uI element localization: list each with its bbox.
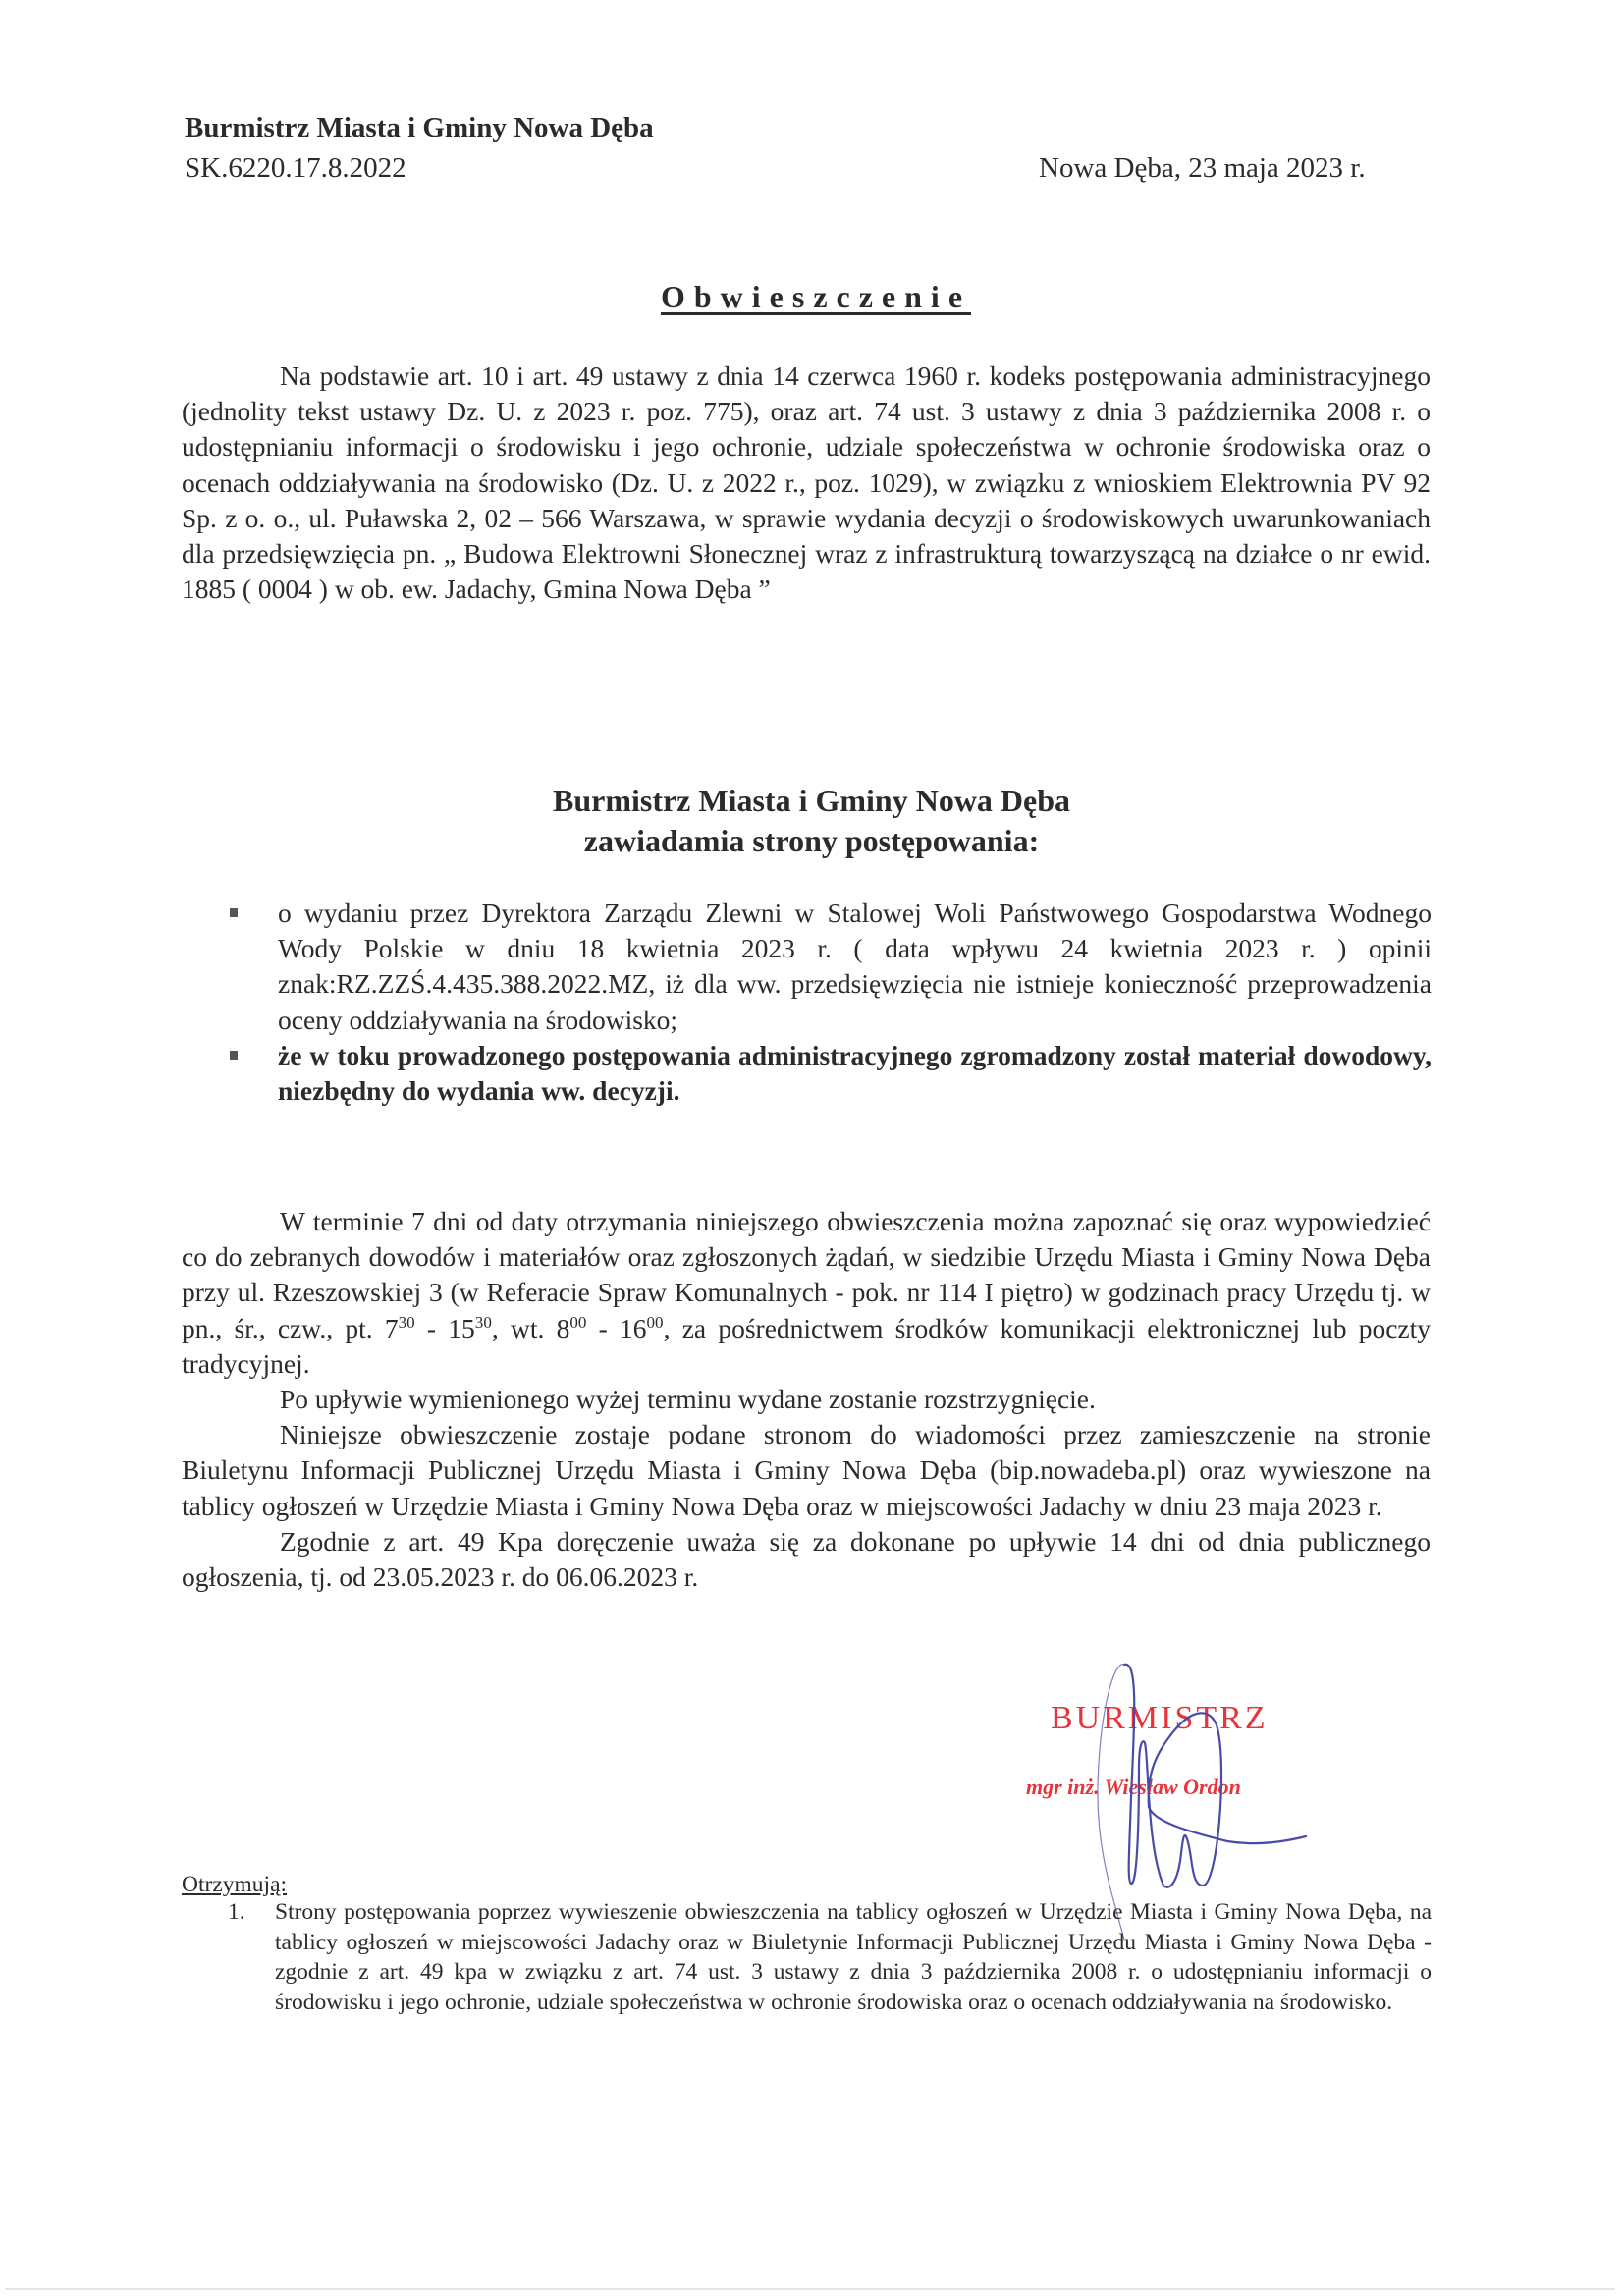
- square-bullet-icon: [230, 1051, 238, 1060]
- delivery-paragraph: Zgodnie z art. 49 Kpa doręczenie uważa się za dokonane po upływie 14 dni od dnia publicznego ogłoszenia, tj. od 23.05.2023 r. do 06.06.2023 r.: [182, 1525, 1431, 1593]
- recipients-label: Otrzymują:: [182, 1872, 288, 1897]
- publication-paragraph: Niniejsze obwieszczenie zostaje podane stronom do wiadomości przez zamieszczenie na stronie Biuletynu Informacji Publicznej Urzędu Miasta i Gminy Nowa Dęba (bip.nowadeba.pl) oraz wywieszone na tablicy ogłoszeń w Urzędzie Miasta i Gminy Nowa Dęba oraz w miejscowości Jadachy w dniu 23 maja 2023 r.: [182, 1419, 1431, 1521]
- list-item: [224, 1038, 1432, 1109]
- notice-heading: [0, 781, 1623, 861]
- notice-heading-authority: Burmistrz Miasta i Gminy Nowa Dęba: [552, 783, 1071, 818]
- recipients-list: [228, 1897, 1432, 2017]
- list-item-text: że w toku prowadzonego postępowania administracyjnego zgromadzony został materiał dowodowy, niezbędny do wydania ww. decyzji.: [278, 1039, 1432, 1107]
- notice-heading-action: zawiadamia strony postępowania:: [583, 823, 1040, 858]
- stamp-title: BURMISTRZ: [1051, 1700, 1269, 1736]
- scan-edge-line: [5, 2288, 1615, 2290]
- square-bullet-icon: [230, 908, 238, 917]
- decision-paragraph: Po upływie wymienionego wyżej terminu wydane zostanie rozstrzygnięcie.: [280, 1384, 1096, 1415]
- terms-paragraph: W terminie 7 dni od daty otrzymania niniejszego obwieszczenia można zapoznać się oraz wypowiedzieć co do zebranych dowodów i materiałów oraz zgłoszonych żądań, w siedzibie Urzędu Miasta i Gminy Nowa Dęba przy ul. Rzeszowskiej 3 (w Referacie Spraw Komunalnych - pok. nr 114 I piętro) w godzinach pracy Urzędu tj. w pn., śr., czw., pt. $7^{30} - 15^{30}$, wt. $8^{00} - 16^{00}$, za pośrednictwem środków komunikacji elektronicznej lub poczty tradycyjnej.: [182, 1206, 1431, 1379]
- notice-list: [224, 896, 1432, 1109]
- document-title: Obwieszczenie: [660, 279, 972, 314]
- case-reference-number: SK.6220.17.8.2022: [185, 152, 406, 184]
- recipient-item: [228, 1897, 1432, 2017]
- issuing-authority: Burmistrz Miasta i Gminy Nowa Dęba: [185, 112, 654, 143]
- stamp-signatory-name: mgr inż. Wiesław Ordon: [1026, 1775, 1241, 1799]
- intro-paragraph: [182, 358, 1431, 607]
- recipient-text: Strony postępowania poprzez wywieszenie obwieszczenia na tablicy ogłoszeń w Urzędzie Miasta i Gminy Nowa Dęba, na tablicy ogłoszeń w miejscowości Jadachy oraz w Biuletynie Informacji Publicznej Urzędu Miasta i Gminy Nowa Dęba - zgodnie z art. 49 kpa w związku z art. 74 ust. 3 ustawy z dnia 3 października 2008 r. o udostępnianiu informacji o środowisku i jego ochronie, udziale społeczeństwa w ochronie środowiska oraz o ocenach oddziaływania na środowisko.: [275, 1899, 1432, 2015]
- list-item: [224, 896, 1432, 1038]
- office-hours: $7^{30} - 15^{30}$, wt. $8^{00} - 16^{00}$: [384, 1312, 664, 1343]
- list-item-text: o wydaniu przez Dyrektora Zarządu Zlewni w Stalowej Woli Państwowego Gospodarstwa Wodnego Wody Polskie w dniu 18 kwietnia 2023 r. ( data wpływu 24 kwietnia 2023 r. ) opinii znak:RZ.ZZŚ.4.435.388.2022.MZ, iż dla ww. przedsięwzięcia nie istnieje konieczność przeprowadzenia oceny oddziaływania na środowisko;: [278, 898, 1432, 1035]
- recipient-number: 1.: [228, 1899, 245, 1925]
- place-and-date: Nowa Dęba, 23 maja 2023 r.: [1039, 152, 1366, 184]
- intro-text: Na podstawie art. 10 i art. 49 ustawy z dnia 14 czerwca 1960 r. kodeks postępowania administracyjnego (jednolity tekst ustawy Dz. U. z 2023 r. poz. 775), oraz art. 74 ust. 3 ustawy z dnia 3 października 2008 r. o udostępnianiu informacji o środowisku i jego ochronie, udziale społeczeństwa w ochronie środowiska oraz o ocenach oddziaływania na środowisko (Dz. U. z 2022 r., poz. 1029), w związku z wnioskiem Elektrownia PV 92 Sp. z o. o., ul. Puławska 2, 02 – 566 Warszawa, w sprawie wydania decyzji o środowiskowych uwarunkowaniach dla przedsięwzięcia pn. „ Budowa Elektrowni Słonecznej wraz z infrastrukturą towarzyszącą na działce o nr ewid. 1885 ( 0004 ) w ob. ew. Jadachy, Gmina Nowa Dęba ”: [182, 360, 1431, 605]
- procedure-paragraphs: [182, 1204, 1431, 1595]
